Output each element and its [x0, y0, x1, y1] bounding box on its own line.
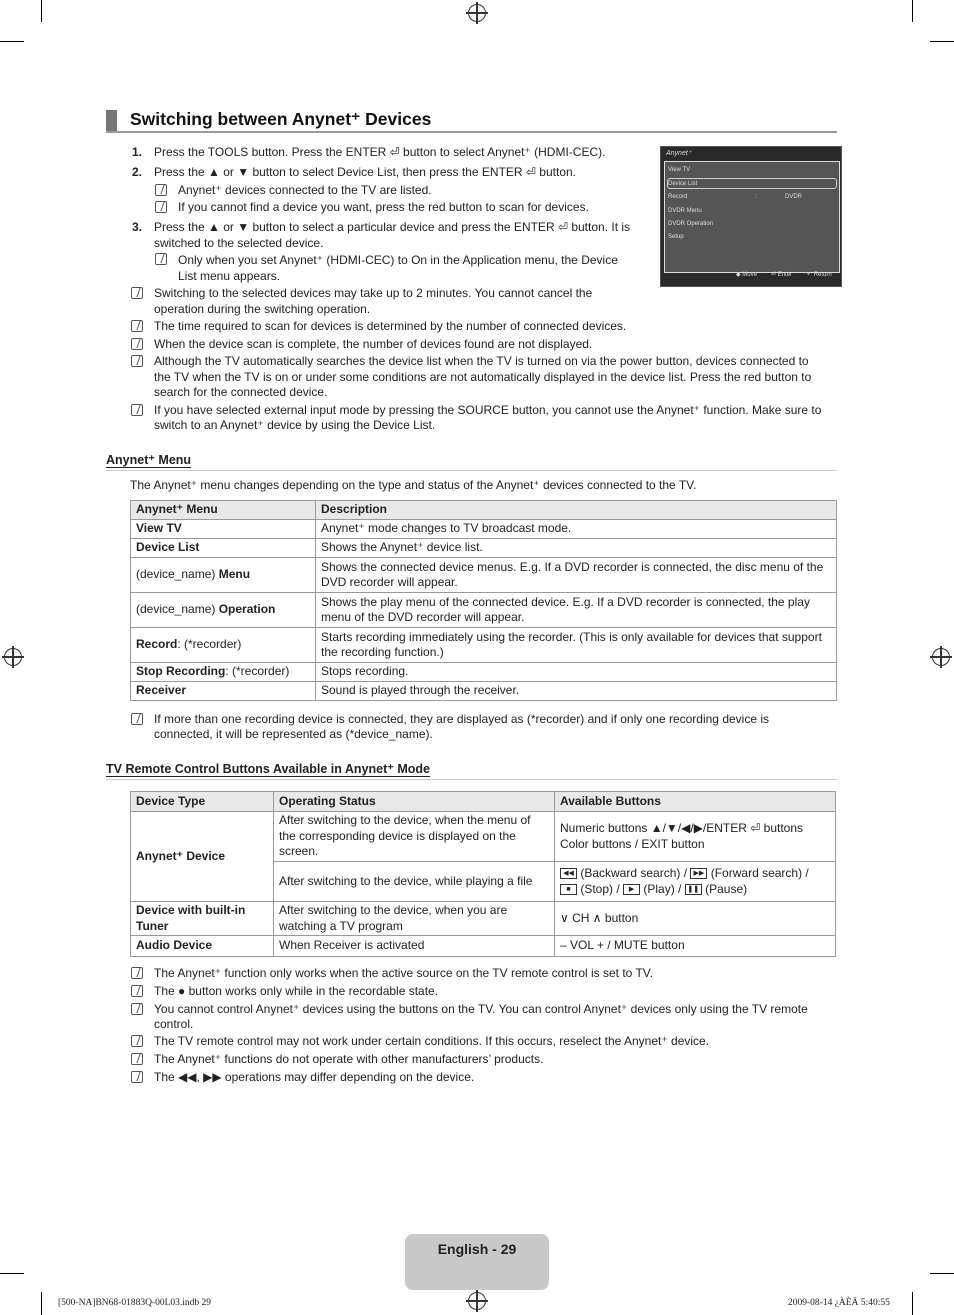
step-number: 3. — [132, 220, 143, 234]
note-icon — [131, 355, 143, 367]
menu-description: Shows the play menu of the connected device. E.g. If a DVD recorder is connected, the play menu of the DVD recorder will appear. — [316, 593, 837, 628]
osd-item: Record — [668, 194, 688, 200]
available-buttons: Numeric buttons ▲/▼/◀/▶/ENTER ⏎ buttons Color buttons / EXIT button — [555, 812, 836, 862]
note: When the device scan is complete, the number of devices found are not displayed. — [154, 337, 593, 351]
osd-item: DVDR Menu — [668, 208, 702, 214]
operating-status: After switching to the device, when the menu of the corresponding device is displayed on the screen. — [274, 812, 555, 862]
section-divider — [106, 470, 837, 471]
registration-mark-icon — [468, 4, 486, 22]
step-3-note: Only when you set Anynet⁺ (HDMI-CEC) to On in the Application menu, the Device — [178, 253, 618, 267]
note-icon — [131, 1035, 143, 1047]
note-cont: operation during the switching operation. — [154, 302, 371, 316]
menu-description: Anynet⁺ mode changes to TV broadcast mode. — [316, 520, 837, 539]
note: You cannot control Anynet⁺ devices using the buttons on the TV. You can control Anynet⁺ devices only using the TV remote — [154, 1002, 808, 1016]
note-icon — [131, 404, 143, 416]
crop-mark — [41, 0, 42, 22]
note-cont: switch to an Anynet⁺ device by using the Device List. — [154, 418, 436, 432]
crop-mark — [912, 0, 913, 22]
note-icon — [131, 320, 143, 332]
note-icon — [131, 1053, 143, 1065]
title-divider — [106, 131, 837, 133]
registration-mark-icon — [4, 648, 22, 666]
menu-item: Record: (*recorder) — [131, 628, 316, 663]
menu-item: (device_name) Operation — [131, 593, 316, 628]
footer-file: [500-NA]BN68-01883Q-00L03.indb 29 — [58, 1298, 212, 1308]
available-buttons: ∨ CH ∧ button — [555, 902, 836, 936]
note: If more than one recording device is connected, they are displayed as (*recorder) and if only one recording device is — [154, 712, 770, 726]
operating-status: After switching to the device, when you are watching a TV program — [274, 902, 555, 936]
page-number: English - 29 — [437, 1241, 517, 1257]
note-icon — [155, 201, 167, 213]
available-buttons: – VOL + / MUTE button — [555, 936, 836, 957]
stop-icon: ■ — [560, 884, 577, 895]
osd-logo: Anynet⁺ — [666, 150, 692, 157]
crop-mark — [912, 1292, 913, 1315]
step-2-note: If you cannot find a device you want, press the red button to scan for devices. — [178, 200, 589, 214]
note-icon — [131, 287, 143, 299]
note: The Anynet⁺ functions do not operate with other manufacturers’ products. — [154, 1052, 544, 1066]
step-3-cont: switched to the selected device. — [154, 236, 324, 250]
note: The TV remote control may not work under certain conditions. If this occurs, reselect the Anynet⁺ device. — [154, 1034, 710, 1048]
rewind-icon: ◀◀ — [560, 868, 577, 879]
section-divider — [106, 779, 837, 780]
crop-mark — [41, 1292, 42, 1315]
crop-mark — [0, 41, 24, 42]
menu-item: Device List — [131, 539, 316, 558]
crop-mark — [930, 1273, 954, 1274]
table-row — [131, 539, 837, 558]
note-icon — [131, 967, 143, 979]
play-icon: ▶ — [623, 884, 640, 895]
note-icon — [131, 338, 143, 350]
page-title: Switching between Anynet⁺ Devices — [130, 109, 432, 129]
table-row — [131, 682, 837, 701]
menu-item: Receiver — [131, 682, 316, 701]
note-cont: search for the connected device. — [154, 385, 328, 399]
table-row — [131, 628, 837, 663]
step-3: Press the ▲ or ▼ button to select a particular device and press the ENTER ⏎ button. It is — [154, 220, 631, 234]
step-1: Press the TOOLS button. Press the ENTER ⏎ button to select Anynet⁺ (HDMI-CEC). — [154, 145, 606, 159]
note-cont: control. — [154, 1017, 194, 1031]
menu-description: Shows the Anynet⁺ device list. — [316, 539, 837, 558]
note: Although the TV automatically searches the device list when the TV is turned on via the power button, devices connected to — [154, 354, 809, 368]
anynet-menu-screenshot — [660, 146, 842, 287]
table-header-row — [131, 501, 837, 520]
section-intro: The Anynet⁺ menu changes depending on the type and status of the Anynet⁺ devices connected to the TV. — [130, 478, 697, 492]
available-buttons: ◀◀ (Backward search) / ▶▶ (Forward search) / ■ (Stop) / ▶ (Play) / ❚❚ (Pause) — [555, 862, 836, 902]
note-icon — [155, 253, 167, 265]
column-header: Operating Status — [274, 792, 555, 812]
step-2: Press the ▲ or ▼ button to select Device List, then press the ENTER ⏎ button. — [154, 165, 576, 179]
pause-icon: ❚❚ — [685, 884, 702, 895]
note: Switching to the selected devices may take up to 2 minutes. You cannot cancel the — [154, 286, 593, 300]
step-3-note-cont: List menu appears. — [178, 269, 281, 283]
note-icon — [131, 985, 143, 997]
table-row — [131, 936, 836, 957]
table-row — [131, 812, 836, 862]
menu-description: Stops recording. — [316, 663, 837, 682]
remote-buttons-table — [130, 791, 836, 957]
footer-timestamp: 2009-08-14 ¿ÀÈÄ 5:40:55 — [788, 1298, 890, 1308]
column-header: Description — [316, 501, 837, 520]
operating-status: After switching to the device, while playing a file — [274, 862, 555, 902]
section-heading: Anynet⁺ Menu — [106, 453, 192, 467]
note-icon — [131, 713, 143, 725]
osd-enter-hint: ⏎ Enter — [771, 271, 793, 278]
registration-mark-icon — [932, 648, 950, 666]
step-2-note: Anynet⁺ devices connected to the TV are listed. — [178, 183, 432, 197]
osd-record-value: DVDR — [785, 194, 803, 200]
fast-forward-icon: ▶▶ — [690, 868, 707, 879]
menu-description: Starts recording immediately using the recorder. (This is only available for devices that support the recording function.) — [316, 628, 837, 663]
table-header-row — [131, 792, 836, 812]
title-bar-icon — [106, 110, 117, 132]
osd-item: Device List — [668, 181, 698, 187]
osd-menu-panel — [664, 161, 840, 273]
menu-item: View TV — [131, 520, 316, 539]
table-row — [131, 902, 836, 936]
column-header: Device Type — [131, 792, 274, 812]
osd-item: View TV — [668, 167, 691, 173]
menu-description: Sound is played through the receiver. — [316, 682, 837, 701]
note: The ● button works only while in the recordable state. — [154, 984, 439, 998]
menu-item: Stop Recording: (*recorder) — [131, 663, 316, 682]
column-header: Anynet⁺ Menu — [131, 501, 316, 520]
operating-status: When Receiver is activated — [274, 936, 555, 957]
osd-item: DVDR Operation — [668, 221, 714, 227]
table-row — [131, 663, 837, 682]
note: The Anynet⁺ function only works when the active source on the TV remote control is set to TV. — [154, 966, 654, 980]
device-type: Audio Device — [131, 936, 274, 957]
device-type: Anynet⁺ Device — [131, 812, 274, 902]
osd-item: Setup — [668, 234, 684, 240]
registration-mark-icon — [468, 1292, 486, 1310]
crop-mark — [0, 1273, 24, 1274]
column-header: Available Buttons — [555, 792, 836, 812]
crop-mark — [930, 41, 954, 42]
osd-record-sep: : — [755, 194, 757, 200]
table-row — [131, 520, 837, 539]
step-number: 2. — [132, 165, 143, 179]
table-row — [131, 593, 837, 628]
device-type: Device with built-in Tuner — [131, 902, 274, 936]
section-heading: TV Remote Control Buttons Available in Anynet⁺ Mode — [106, 762, 430, 776]
table-row — [131, 558, 837, 593]
menu-description: Shows the connected device menus. E.g. If a DVD recorder is connected, the disc menu of the DVD recorder will appear. — [316, 558, 837, 593]
anynet-menu-table — [130, 500, 837, 701]
note-icon — [131, 1003, 143, 1015]
note-cont: connected, it will be represented as (*device_name). — [154, 727, 433, 741]
note: If you have selected external input mode by pressing the SOURCE button, you cannot use the Anynet⁺ function. Make sure to — [154, 403, 822, 417]
osd-return-hint: ↶ Return — [807, 271, 832, 278]
note-icon — [155, 184, 167, 196]
note-icon — [131, 1071, 143, 1083]
menu-item: (device_name) Menu — [131, 558, 316, 593]
note: The time required to scan for devices is determined by the number of connected devices. — [154, 319, 627, 333]
note-cont: the TV when the TV is on or under some conditions are not automatically displayed in the device list. Press the red button to — [154, 370, 812, 384]
step-number: 1. — [132, 145, 143, 159]
osd-move-hint: ◆ Move — [736, 271, 757, 278]
note: The ◀◀, ▶▶ operations may differ depending on the device. — [154, 1070, 475, 1084]
